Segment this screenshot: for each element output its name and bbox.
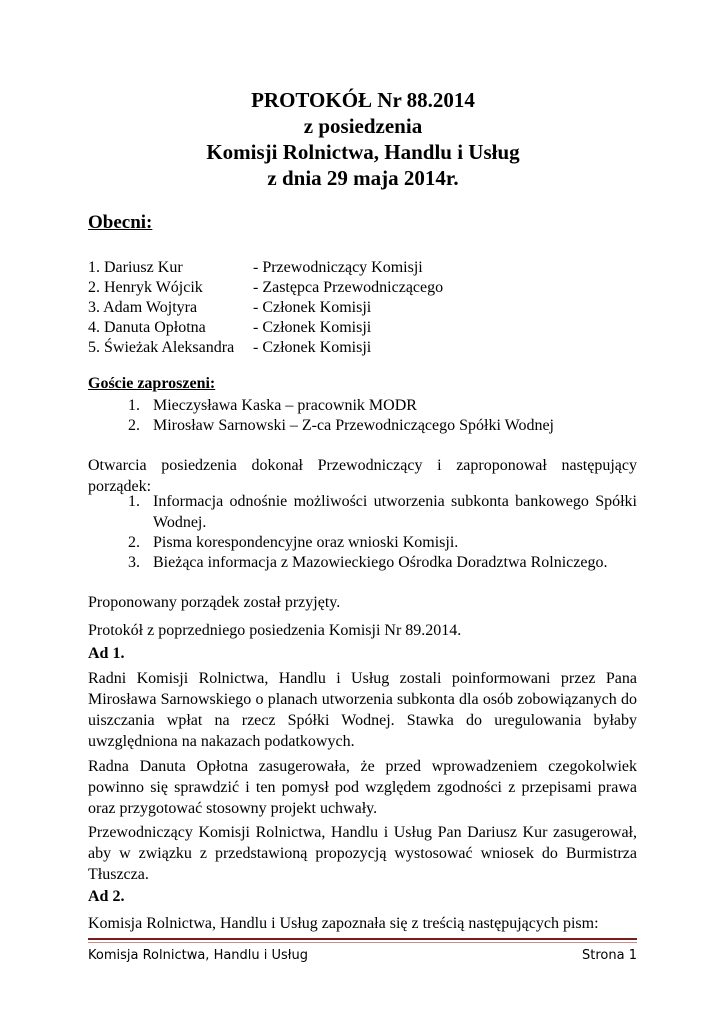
agenda-number: 3. <box>128 554 140 571</box>
attendee-row <box>88 318 371 338</box>
guest-text: Mieczysława Kaska – pracownik MODR <box>153 397 417 414</box>
agenda-number: 2. <box>128 534 140 551</box>
agenda-number: 1. <box>128 493 140 510</box>
guest-row <box>128 416 554 436</box>
opening-paragraph: Otwarcia posiedzenia dokonał Przewodniczący i zaproponował następujący porządek: <box>88 457 637 495</box>
attendees-heading: Obecni: <box>88 212 153 233</box>
attendee-row <box>88 258 423 278</box>
page-number: Strona 1 <box>582 948 637 963</box>
ad1-heading: Ad 1. <box>88 645 125 662</box>
attendee-row <box>88 298 371 318</box>
guest-number: 1. <box>128 397 140 414</box>
footer-rule <box>88 938 637 940</box>
agenda-text: Informacja odnośnie możliwości utworzenia subkonta bankowego Spółki Wodnej. <box>153 493 637 531</box>
attendee-row <box>88 278 443 298</box>
ad2-intro: Komisja Rolnictwa, Handlu i Usług zapoznała się z treścią następujących pism: <box>88 915 599 932</box>
agenda-text: Pisma korespondencyjne oraz wnioski Komisji. <box>153 534 459 551</box>
attendee-name: 2. Henryk Wójcik <box>88 279 203 296</box>
previous-protocol: Protokół z poprzedniego posiedzenia Komisji Nr 89.2014. <box>88 622 462 639</box>
footer-committee: Komisja Rolnictwa, Handlu i Usług <box>88 948 308 963</box>
committee-name: Komisji Rolnictwa, Handlu i Usług <box>206 140 520 164</box>
attendee-role: - Członek Komisji <box>253 299 372 316</box>
guest-text: Mirosław Sarnowski – Z-ca Przewodniczącego Spółki Wodnej <box>153 417 554 434</box>
ad1-paragraph: Radna Danuta Opłotna zasugerowała, że przed wprowadzeniem czegokolwiek powinno się sprawdzić i ten pomysł pod względem zgodności z przepisami prawa oraz przygotować stosowny projekt uchwały. <box>88 758 637 817</box>
agenda-text: Bieżąca informacja z Mazowieckiego Ośrodka Doradztwa Rolniczego. <box>153 554 608 571</box>
footer-rule-thin <box>88 942 637 943</box>
attendee-role: - Zastępca Przewodniczącego <box>253 279 444 296</box>
ad2-heading: Ad 2. <box>88 888 125 905</box>
protocol-title: PROTOKÓŁ Nr 88.2014 <box>251 88 475 112</box>
attendee-role: - Członek Komisji <box>253 339 372 356</box>
attendee-name: 1. Dariusz Kur <box>88 259 183 276</box>
title-subline: z posiedzenia <box>303 114 423 138</box>
agenda-accepted: Proponowany porządek został przyjęty. <box>88 594 341 611</box>
meeting-date: z dnia 29 maja 2014r. <box>267 166 459 190</box>
attendee-name: 3. Adam Wojtyra <box>88 299 198 316</box>
ad1-paragraph: Radni Komisji Rolnictwa, Handlu i Usług zostali poinformowani przez Pana Mirosława Sarnowskiego o planach utworzenia subkonta dla osób zobowiązanych do uiszczania wpłat na rzecz Spółki Wodnej. Stawka do uregulowania byłaby uwzględniona na nakazach podatkowych. <box>88 670 637 750</box>
agenda-item <box>128 532 637 553</box>
agenda-item <box>128 552 637 573</box>
guest-row <box>128 396 417 416</box>
guests-heading: Goście zaproszeni: <box>88 375 216 392</box>
attendee-role: - Członek Komisji <box>253 319 372 336</box>
attendee-role: - Przewodniczący Komisji <box>253 259 423 276</box>
attendee-name: 5. Świeżak Aleksandra <box>88 339 235 356</box>
attendee-row <box>88 338 371 358</box>
agenda-item <box>128 491 637 533</box>
ad1-paragraph: Przewodniczący Komisji Rolnictwa, Handlu i Usług Pan Dariusz Kur zasugerował, aby w związku z przedstawioną propozycją wystosować wniosek do Burmistrza Tłuszcza. <box>88 824 637 883</box>
guest-number: 2. <box>128 417 140 434</box>
attendee-name: 4. Danuta Opłotna <box>88 319 206 336</box>
